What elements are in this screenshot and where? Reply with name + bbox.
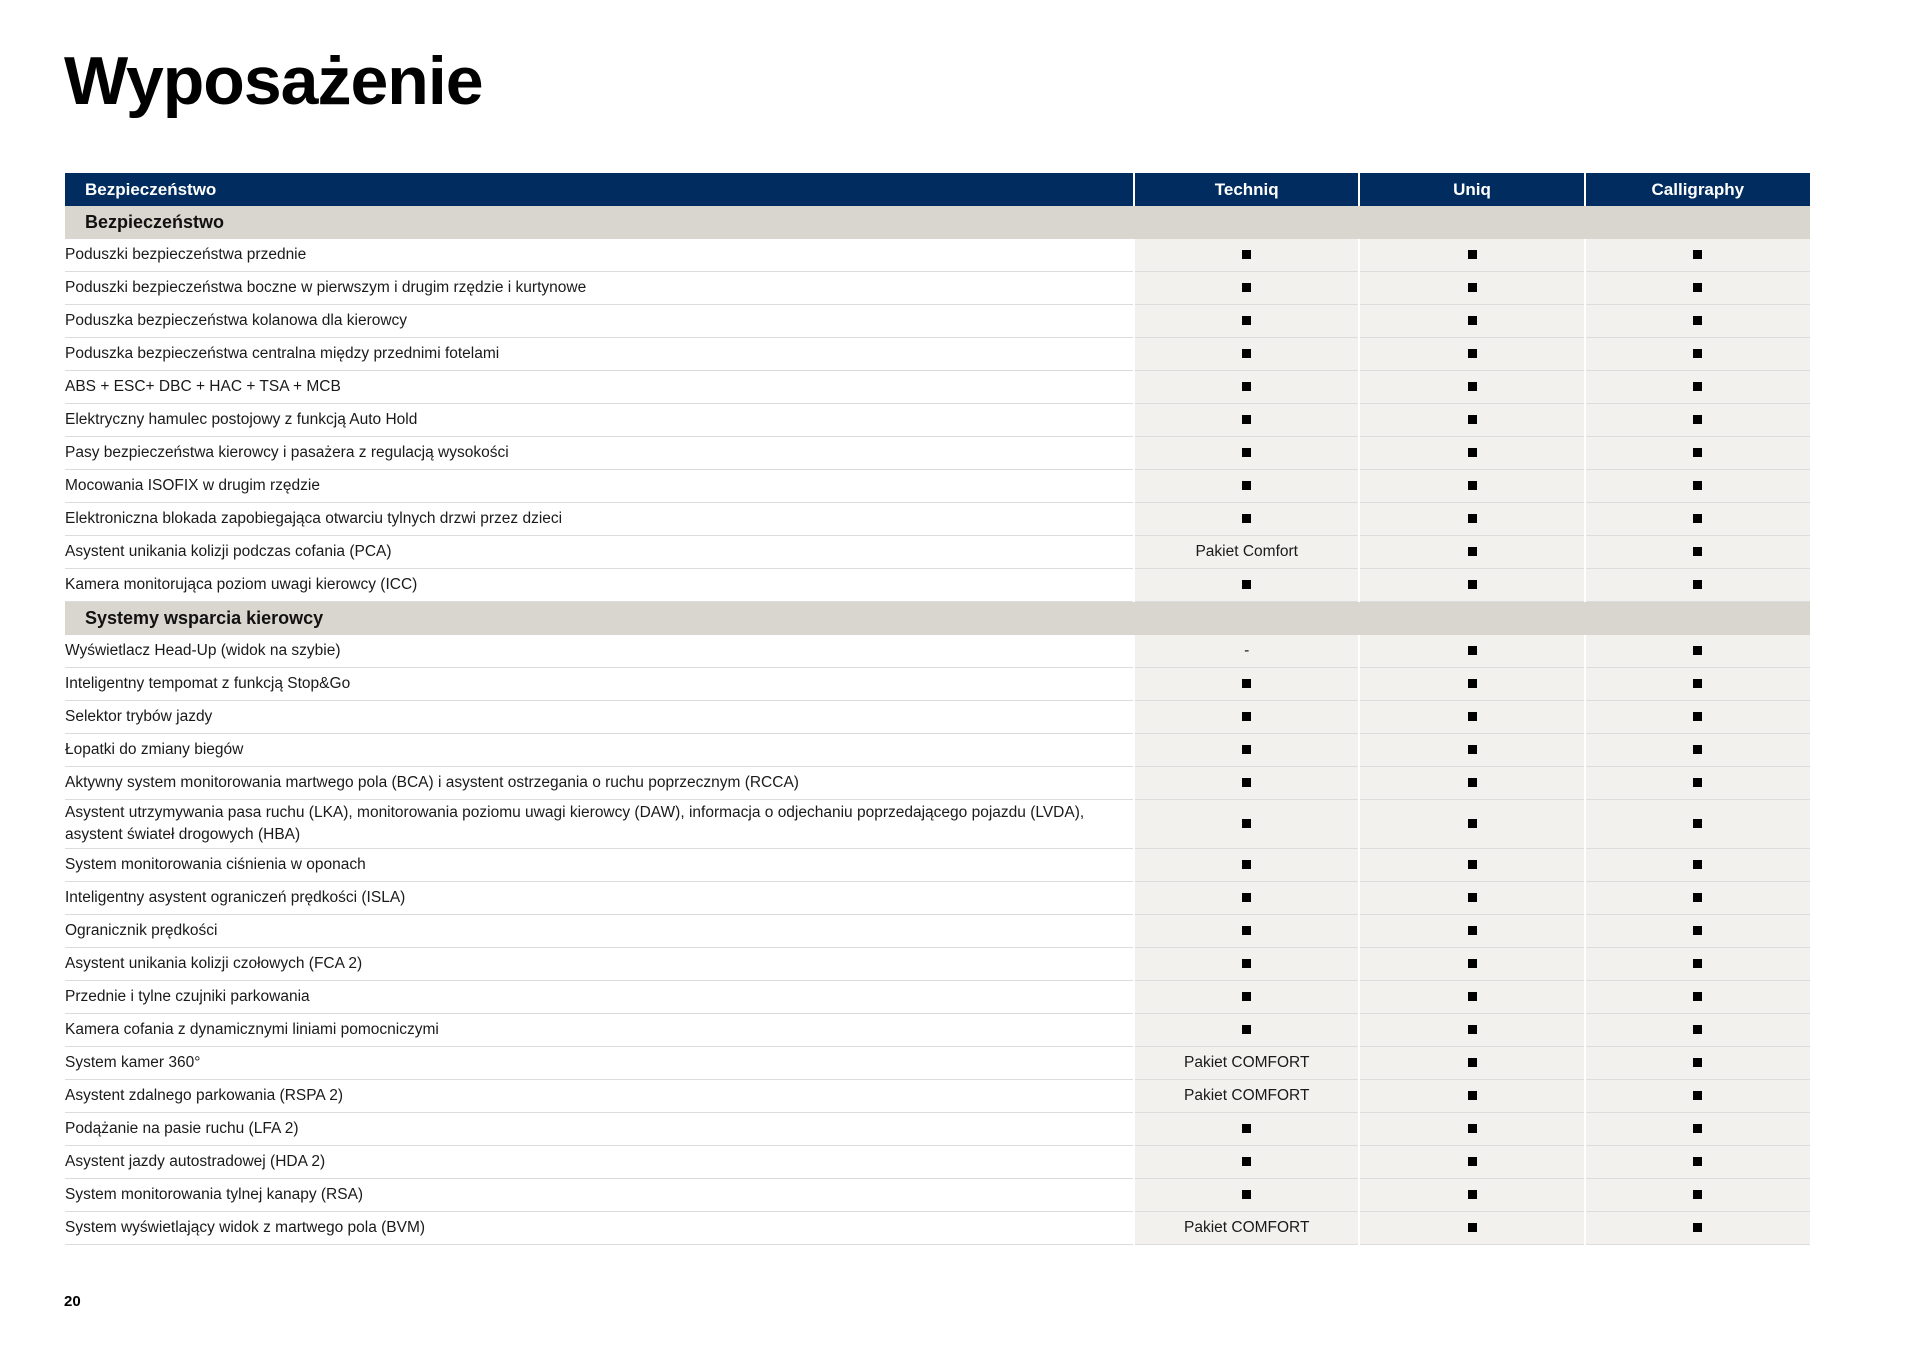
- included-square-icon: [1468, 926, 1477, 935]
- feature-name: Aktywny system monitorowania martwego pola (BCA) i asystent ostrzegania o ruchu poprzecznym (RCCA): [65, 767, 1134, 800]
- included-square-icon: [1693, 1091, 1702, 1100]
- feature-name: Przednie i tylne czujniki parkowania: [65, 981, 1134, 1014]
- included-square-icon: [1242, 992, 1251, 1001]
- value-techniq: [1134, 503, 1359, 536]
- feature-name: Poduszki bezpieczeństwa przednie: [65, 239, 1134, 272]
- feature-name: Inteligentny asystent ograniczeń prędkości (ISLA): [65, 882, 1134, 915]
- included-square-icon: [1242, 448, 1251, 457]
- included-square-icon: [1693, 926, 1702, 935]
- table-row: [65, 849, 1810, 882]
- value-calligraphy: [1585, 272, 1810, 305]
- included-square-icon: [1693, 448, 1702, 457]
- included-square-icon: [1693, 283, 1702, 292]
- included-square-icon: [1468, 415, 1477, 424]
- value-uniq: [1359, 734, 1584, 767]
- included-square-icon: [1693, 1058, 1702, 1067]
- section-row: [65, 206, 1810, 239]
- value-uniq: [1359, 767, 1584, 800]
- included-square-icon: [1468, 679, 1477, 688]
- header-trim-techniq: Techniq: [1134, 173, 1359, 206]
- included-square-icon: [1242, 283, 1251, 292]
- value-text: Pakiet COMFORT: [1183, 1087, 1310, 1104]
- table-row: [65, 1179, 1810, 1212]
- included-square-icon: [1693, 646, 1702, 655]
- value-calligraphy: [1585, 915, 1810, 948]
- value-uniq: [1359, 239, 1584, 272]
- included-square-icon: [1242, 1124, 1251, 1133]
- included-square-icon: [1468, 745, 1477, 754]
- feature-name: Ogranicznik prędkości: [65, 915, 1134, 948]
- value-calligraphy: [1585, 1113, 1810, 1146]
- table-row: [65, 404, 1810, 437]
- value-uniq: [1359, 1146, 1584, 1179]
- value-uniq: [1359, 701, 1584, 734]
- included-square-icon: [1242, 349, 1251, 358]
- included-square-icon: [1693, 382, 1702, 391]
- table-row: [65, 1146, 1810, 1179]
- feature-name: Asystent jazdy autostradowej (HDA 2): [65, 1146, 1134, 1179]
- included-square-icon: [1468, 1157, 1477, 1166]
- value-techniq: [1134, 1146, 1359, 1179]
- value-calligraphy: [1585, 882, 1810, 915]
- included-square-icon: [1693, 1223, 1702, 1232]
- feature-name: Kamera monitorująca poziom uwagi kierowcy (ICC): [65, 569, 1134, 602]
- table-row: [65, 800, 1810, 849]
- feature-name: Wyświetlacz Head-Up (widok na szybie): [65, 635, 1134, 668]
- included-square-icon: [1242, 712, 1251, 721]
- table-row: [65, 1047, 1810, 1080]
- feature-name: System monitorowania tylnej kanapy (RSA): [65, 1179, 1134, 1212]
- value-uniq: [1359, 1113, 1584, 1146]
- included-square-icon: [1693, 992, 1702, 1001]
- value-techniq: [1134, 1212, 1359, 1245]
- value-calligraphy: [1585, 849, 1810, 882]
- feature-name: Poduszki bezpieczeństwa boczne w pierwszym i drugim rzędzie i kurtynowe: [65, 272, 1134, 305]
- included-square-icon: [1693, 712, 1702, 721]
- included-square-icon: [1242, 1025, 1251, 1034]
- value-techniq: [1134, 536, 1359, 569]
- value-uniq: [1359, 338, 1584, 371]
- value-techniq: [1134, 470, 1359, 503]
- value-uniq: [1359, 536, 1584, 569]
- value-techniq: [1134, 1047, 1359, 1080]
- included-square-icon: [1693, 316, 1702, 325]
- included-square-icon: [1468, 481, 1477, 490]
- included-square-icon: [1693, 547, 1702, 556]
- value-uniq: [1359, 470, 1584, 503]
- value-techniq: [1134, 1014, 1359, 1047]
- value-calligraphy: [1585, 371, 1810, 404]
- included-square-icon: [1468, 893, 1477, 902]
- feature-name: Asystent unikania kolizji czołowych (FCA 2): [65, 948, 1134, 981]
- table-header-row: [65, 173, 1810, 206]
- value-techniq: [1134, 239, 1359, 272]
- included-square-icon: [1242, 382, 1251, 391]
- value-text: Pakiet Comfort: [1195, 543, 1298, 560]
- value-uniq: [1359, 437, 1584, 470]
- included-square-icon: [1468, 283, 1477, 292]
- table-row: [65, 915, 1810, 948]
- included-square-icon: [1242, 819, 1251, 828]
- feature-name: Mocowania ISOFIX w drugim rzędzie: [65, 470, 1134, 503]
- included-square-icon: [1693, 860, 1702, 869]
- included-square-icon: [1693, 959, 1702, 968]
- value-calligraphy: [1585, 437, 1810, 470]
- value-uniq: [1359, 915, 1584, 948]
- included-square-icon: [1468, 448, 1477, 457]
- value-calligraphy: [1585, 305, 1810, 338]
- included-square-icon: [1693, 1025, 1702, 1034]
- page-title: Wyposażenie: [64, 43, 483, 119]
- value-calligraphy: [1585, 404, 1810, 437]
- value-calligraphy: [1585, 981, 1810, 1014]
- table-row: [65, 536, 1810, 569]
- value-uniq: [1359, 849, 1584, 882]
- value-calligraphy: [1585, 503, 1810, 536]
- value-uniq: [1359, 800, 1584, 849]
- value-calligraphy: [1585, 701, 1810, 734]
- feature-name: Łopatki do zmiany biegów: [65, 734, 1134, 767]
- table-row: [65, 668, 1810, 701]
- included-square-icon: [1693, 415, 1702, 424]
- value-uniq: [1359, 948, 1584, 981]
- value-calligraphy: [1585, 1212, 1810, 1245]
- table-row: [65, 371, 1810, 404]
- value-techniq: [1134, 305, 1359, 338]
- value-calligraphy: [1585, 734, 1810, 767]
- included-square-icon: [1468, 1223, 1477, 1232]
- feature-name: Asystent utrzymywania pasa ruchu (LKA), monitorowania poziomu uwagi kierowcy (DAW), informacja o odjechaniu poprzedającego pojazdu (LVDA), asystent świateł drogowych (HBA): [65, 800, 1134, 849]
- value-uniq: [1359, 635, 1584, 668]
- included-square-icon: [1468, 1124, 1477, 1133]
- value-uniq: [1359, 272, 1584, 305]
- included-square-icon: [1693, 1124, 1702, 1133]
- value-techniq: [1134, 882, 1359, 915]
- value-calligraphy: [1585, 635, 1810, 668]
- included-square-icon: [1242, 1157, 1251, 1166]
- table-row: [65, 767, 1810, 800]
- value-calligraphy: [1585, 239, 1810, 272]
- included-square-icon: [1468, 316, 1477, 325]
- value-uniq: [1359, 882, 1584, 915]
- value-techniq: [1134, 849, 1359, 882]
- table-row: [65, 569, 1810, 602]
- value-calligraphy: [1585, 1080, 1810, 1113]
- included-square-icon: [1468, 1058, 1477, 1067]
- included-square-icon: [1242, 959, 1251, 968]
- included-square-icon: [1242, 860, 1251, 869]
- table-row: [65, 948, 1810, 981]
- value-calligraphy: [1585, 948, 1810, 981]
- feature-name: Asystent zdalnego parkowania (RSPA 2): [65, 1080, 1134, 1113]
- included-square-icon: [1693, 1157, 1702, 1166]
- included-square-icon: [1242, 481, 1251, 490]
- included-square-icon: [1242, 679, 1251, 688]
- table-row: [65, 437, 1810, 470]
- value-uniq: [1359, 305, 1584, 338]
- value-techniq: [1134, 915, 1359, 948]
- feature-name: System wyświetlający widok z martwego pola (BVM): [65, 1212, 1134, 1245]
- included-square-icon: [1468, 819, 1477, 828]
- value-uniq: [1359, 569, 1584, 602]
- value-uniq: [1359, 371, 1584, 404]
- table-row: [65, 272, 1810, 305]
- value-techniq: [1134, 981, 1359, 1014]
- feature-name: System kamer 360°: [65, 1047, 1134, 1080]
- header-category: Bezpieczeństwo: [65, 173, 1134, 206]
- value-uniq: [1359, 668, 1584, 701]
- included-square-icon: [1242, 415, 1251, 424]
- value-calligraphy: [1585, 1179, 1810, 1212]
- included-square-icon: [1242, 778, 1251, 787]
- included-square-icon: [1242, 250, 1251, 259]
- included-square-icon: [1468, 1091, 1477, 1100]
- value-calligraphy: [1585, 767, 1810, 800]
- table-row: [65, 338, 1810, 371]
- included-square-icon: [1693, 745, 1702, 754]
- value-techniq: [1134, 1080, 1359, 1113]
- value-calligraphy: [1585, 470, 1810, 503]
- table-row: [65, 701, 1810, 734]
- feature-name: Podążanie na pasie ruchu (LFA 2): [65, 1113, 1134, 1146]
- value-techniq: [1134, 800, 1359, 849]
- value-techniq: [1134, 569, 1359, 602]
- value-uniq: [1359, 1212, 1584, 1245]
- section-title: Systemy wsparcia kierowcy: [65, 602, 1810, 636]
- value-techniq: [1134, 1179, 1359, 1212]
- table-row: [65, 1113, 1810, 1146]
- included-square-icon: [1693, 580, 1702, 589]
- table-row: [65, 503, 1810, 536]
- value-techniq: [1134, 437, 1359, 470]
- included-square-icon: [1242, 926, 1251, 935]
- value-uniq: [1359, 1080, 1584, 1113]
- table-row: [65, 882, 1810, 915]
- value-text: Pakiet COMFORT: [1183, 1054, 1310, 1071]
- page-number: 20: [64, 1293, 81, 1310]
- feature-name: Elektryczny hamulec postojowy z funkcją Auto Hold: [65, 404, 1134, 437]
- included-square-icon: [1468, 349, 1477, 358]
- value-techniq: [1134, 338, 1359, 371]
- feature-name: Inteligentny tempomat z funkcją Stop&Go: [65, 668, 1134, 701]
- included-square-icon: [1693, 349, 1702, 358]
- included-square-icon: [1693, 679, 1702, 688]
- feature-name: Asystent unikania kolizji podczas cofania (PCA): [65, 536, 1134, 569]
- value-calligraphy: [1585, 338, 1810, 371]
- value-calligraphy: [1585, 800, 1810, 849]
- value-calligraphy: [1585, 1047, 1810, 1080]
- section-title: Bezpieczeństwo: [65, 206, 1810, 239]
- value-calligraphy: [1585, 569, 1810, 602]
- table-row: [65, 239, 1810, 272]
- included-square-icon: [1468, 514, 1477, 523]
- feature-name: Kamera cofania z dynamicznymi liniami pomocniczymi: [65, 1014, 1134, 1047]
- table-row: [65, 470, 1810, 503]
- table-row: [65, 1080, 1810, 1113]
- value-techniq: [1134, 734, 1359, 767]
- feature-name: ABS + ESC+ DBC + HAC + TSA + MCB: [65, 371, 1134, 404]
- value-techniq: [1134, 371, 1359, 404]
- feature-name: Poduszka bezpieczeństwa kolanowa dla kierowcy: [65, 305, 1134, 338]
- feature-name: Elektroniczna blokada zapobiegająca otwarciu tylnych drzwi przez dzieci: [65, 503, 1134, 536]
- included-square-icon: [1468, 547, 1477, 556]
- header-trim-calligraphy: Calligraphy: [1585, 173, 1810, 206]
- included-square-icon: [1468, 992, 1477, 1001]
- value-uniq: [1359, 981, 1584, 1014]
- value-uniq: [1359, 503, 1584, 536]
- included-square-icon: [1693, 819, 1702, 828]
- feature-name: Pasy bezpieczeństwa kierowcy i pasażera z regulacją wysokości: [65, 437, 1134, 470]
- value-techniq: [1134, 948, 1359, 981]
- value-techniq: [1134, 767, 1359, 800]
- included-square-icon: [1242, 1190, 1251, 1199]
- included-square-icon: [1242, 514, 1251, 523]
- table-row: [65, 1212, 1810, 1245]
- table-row: [65, 734, 1810, 767]
- included-square-icon: [1468, 712, 1477, 721]
- value-calligraphy: [1585, 1014, 1810, 1047]
- value-techniq: [1134, 272, 1359, 305]
- value-text: Pakiet COMFORT: [1183, 1219, 1310, 1236]
- included-square-icon: [1242, 316, 1251, 325]
- value-uniq: [1359, 1047, 1584, 1080]
- value-techniq: [1134, 635, 1359, 668]
- included-square-icon: [1468, 250, 1477, 259]
- value-techniq: [1134, 668, 1359, 701]
- table-row: [65, 635, 1810, 668]
- included-square-icon: [1468, 382, 1477, 391]
- value-uniq: [1359, 404, 1584, 437]
- section-row: [65, 602, 1810, 636]
- value-text: -: [1244, 642, 1250, 659]
- equipment-table: [65, 173, 1810, 1245]
- header-trim-uniq: Uniq: [1359, 173, 1584, 206]
- included-square-icon: [1468, 860, 1477, 869]
- included-square-icon: [1693, 481, 1702, 490]
- included-square-icon: [1468, 778, 1477, 787]
- included-square-icon: [1693, 1190, 1702, 1199]
- value-uniq: [1359, 1014, 1584, 1047]
- value-calligraphy: [1585, 1146, 1810, 1179]
- included-square-icon: [1468, 580, 1477, 589]
- feature-name: System monitorowania ciśnienia w oponach: [65, 849, 1134, 882]
- value-techniq: [1134, 701, 1359, 734]
- included-square-icon: [1242, 580, 1251, 589]
- included-square-icon: [1468, 1025, 1477, 1034]
- table-row: [65, 305, 1810, 338]
- value-calligraphy: [1585, 536, 1810, 569]
- included-square-icon: [1242, 745, 1251, 754]
- feature-name: Poduszka bezpieczeństwa centralna między przednimi fotelami: [65, 338, 1134, 371]
- value-techniq: [1134, 404, 1359, 437]
- value-techniq: [1134, 1113, 1359, 1146]
- included-square-icon: [1693, 250, 1702, 259]
- table-row: [65, 981, 1810, 1014]
- included-square-icon: [1693, 778, 1702, 787]
- included-square-icon: [1468, 1190, 1477, 1199]
- value-uniq: [1359, 1179, 1584, 1212]
- value-calligraphy: [1585, 668, 1810, 701]
- included-square-icon: [1468, 959, 1477, 968]
- included-square-icon: [1693, 514, 1702, 523]
- table-row: [65, 1014, 1810, 1047]
- feature-name: Selektor trybów jazdy: [65, 701, 1134, 734]
- included-square-icon: [1693, 893, 1702, 902]
- table-body: [65, 206, 1810, 1245]
- included-square-icon: [1242, 893, 1251, 902]
- included-square-icon: [1468, 646, 1477, 655]
